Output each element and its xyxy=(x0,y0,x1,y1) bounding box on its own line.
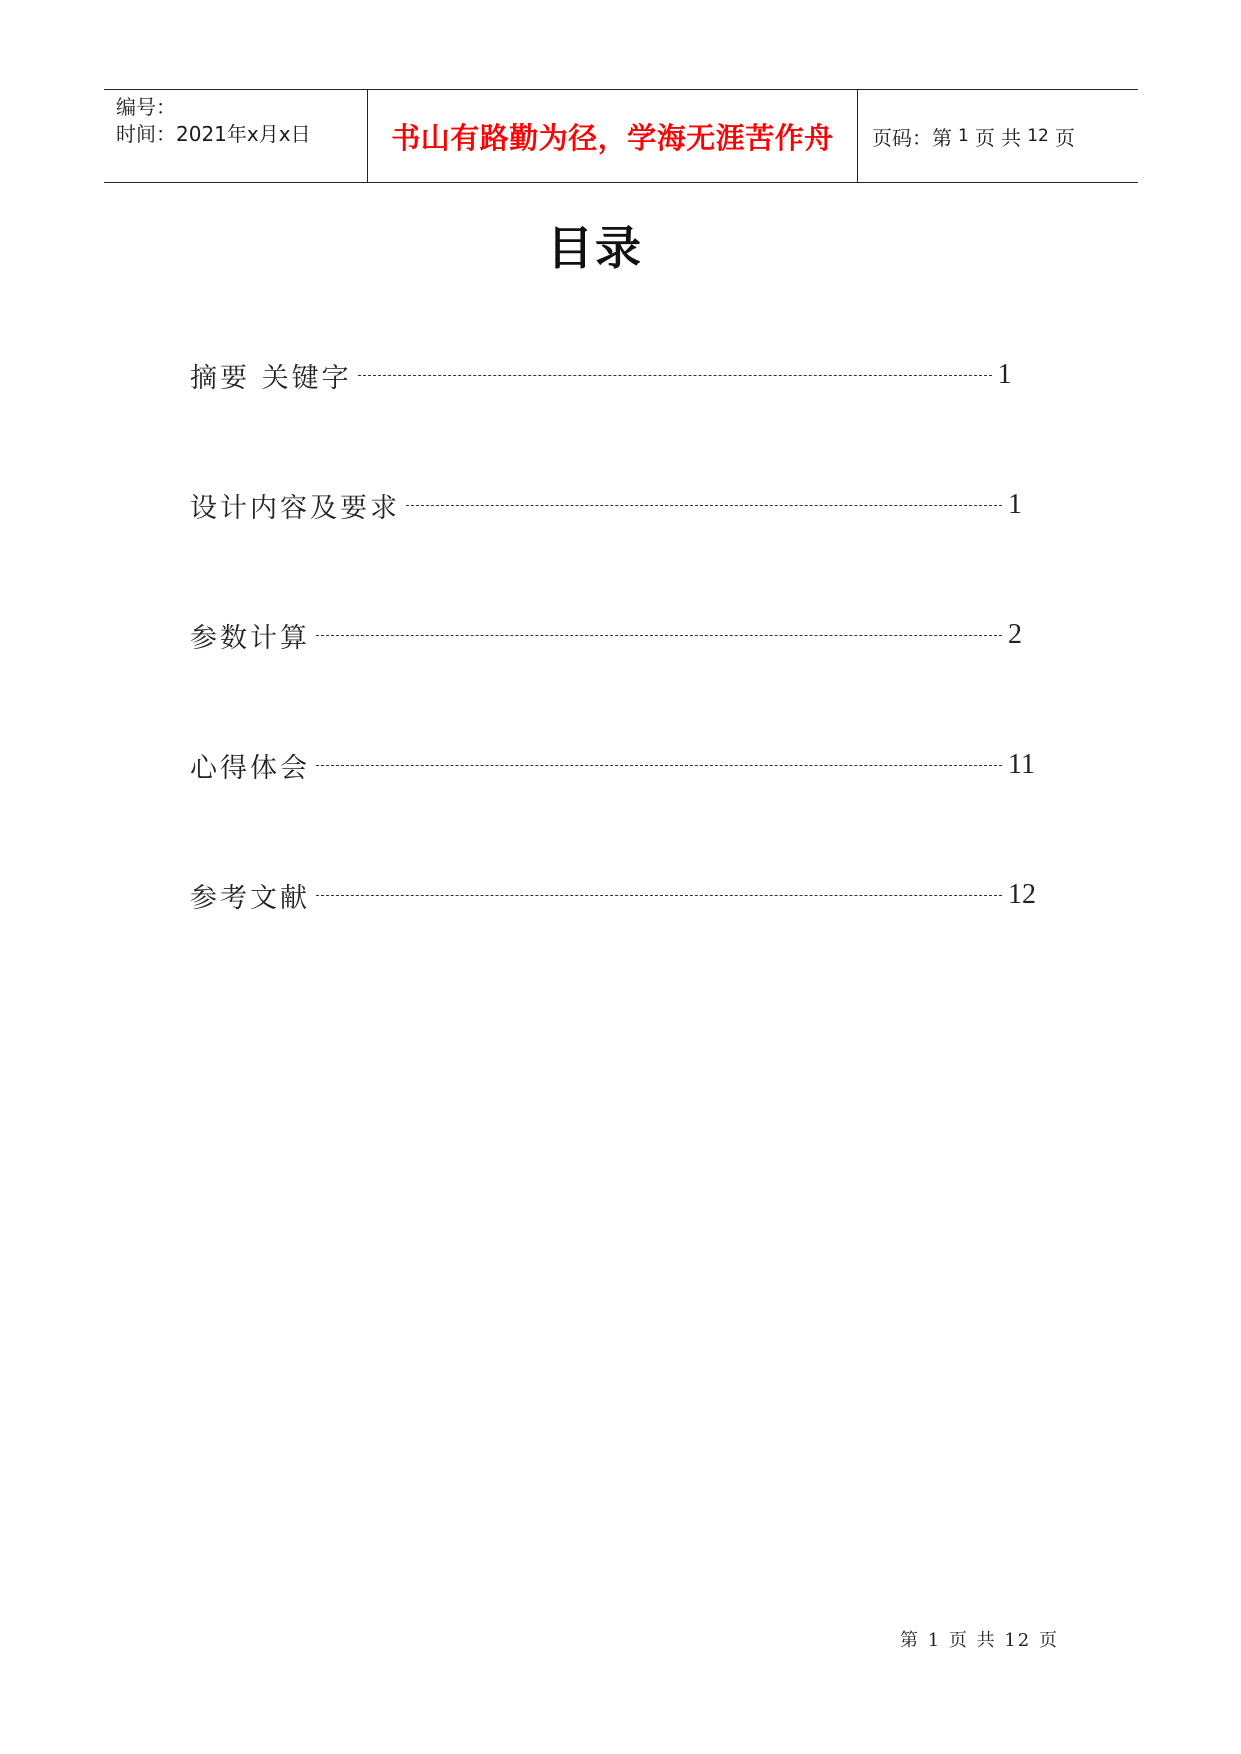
toc-entry-leader xyxy=(316,895,1002,896)
page-prefix: 页码：第 xyxy=(872,125,952,150)
toc-entry[interactable] xyxy=(190,610,1022,660)
header-info-cell xyxy=(104,90,368,182)
page-current: 1 xyxy=(958,126,969,146)
toc-entry-leader xyxy=(358,375,992,376)
document-header xyxy=(104,89,1138,183)
header-page-cell xyxy=(858,90,1138,182)
toc-entry-label: 设计内容及要求 xyxy=(190,492,400,524)
toc-entry-page: 1 xyxy=(1008,489,1022,520)
number-label: 编号： xyxy=(116,95,176,119)
toc-entry[interactable] xyxy=(190,870,1036,920)
toc-entry-leader xyxy=(316,635,1002,636)
toc-entry-label: 参数计算 xyxy=(190,622,310,654)
toc-entry-page: 12 xyxy=(1008,879,1036,910)
toc-entry-page: 1 xyxy=(997,359,1012,390)
toc-entry-leader xyxy=(406,505,1002,506)
toc-title: 目录 xyxy=(547,221,643,275)
page-suffix: 页 xyxy=(1054,125,1075,150)
motto-text: 书山有路勤为径，学海无涯苦作舟 xyxy=(391,120,834,155)
header-motto-cell xyxy=(368,90,858,182)
toc-entry-page: 2 xyxy=(1008,619,1022,650)
toc-entry-label: 摘要 关键字 xyxy=(190,362,352,394)
page-footer: 第 1 页 共 12 页 xyxy=(900,1630,1059,1651)
time-label: 时间：2021年x月x日 xyxy=(116,122,311,146)
toc-entry[interactable] xyxy=(190,740,1035,790)
toc-entry-label: 心得体会 xyxy=(190,752,310,784)
toc-entry-page: 11 xyxy=(1008,749,1035,780)
toc-entry-label: 参考文献 xyxy=(190,882,310,914)
toc-entry[interactable] xyxy=(190,350,1012,400)
toc-entry-leader xyxy=(316,765,1002,766)
page-total: 12 xyxy=(1027,126,1049,146)
toc-entry[interactable] xyxy=(190,480,1022,530)
page-middle: 页 共 xyxy=(974,125,1022,150)
